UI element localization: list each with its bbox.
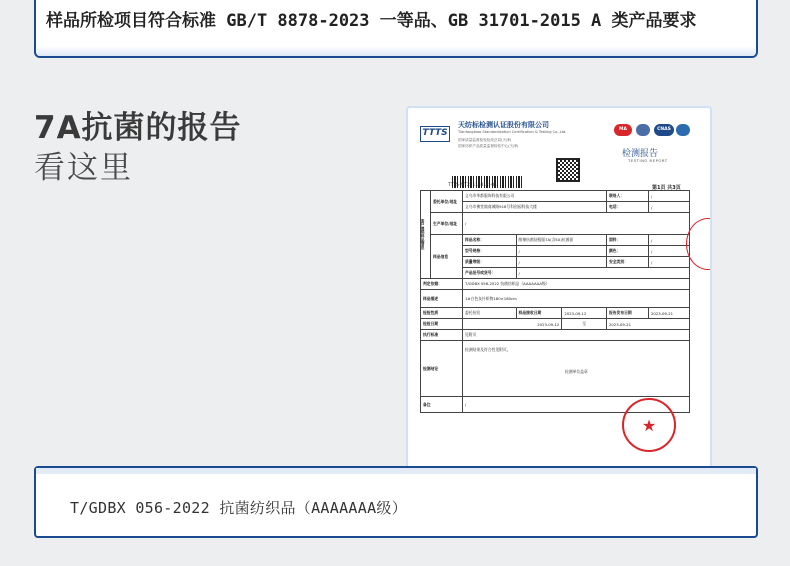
- star-icon: ★: [641, 416, 657, 435]
- ilac-badge: [636, 124, 650, 136]
- standard-banner-text: 样品所检项目符合标准 GB/T 8878-2023 一等品、GB 31701-2015 A 类产品要求: [46, 11, 697, 31]
- section-headline: [34, 108, 242, 188]
- headline-subtitle: 看这里: [34, 150, 133, 186]
- test-report-image: [406, 106, 712, 478]
- cnas-badge: CNAS: [654, 124, 674, 136]
- ttts-logo: TTTS: [420, 126, 450, 142]
- org-name-cn: 天纺标检测认证股份有限公司: [458, 121, 549, 129]
- org-line-3: 国家质量监督检验检疫总局(天津): [458, 138, 512, 142]
- org-name-en: Tianfangbiao Standardization Certification & Testing Co.,Ltd.: [458, 130, 567, 134]
- headline-title: 7A抗菌的报告: [34, 110, 242, 146]
- red-seal: [622, 398, 676, 452]
- report-table: 客户提供样品信息 委托单位/地址 义乌市华都服饰科技有限公司 联络人： / 义乌市佛堂镇商城路918号科创园科技大楼 电话： / 生产单位/地址 / 样品信息 样品名称： 醇棉抗菌舒服服7A(含EA)抗菌面 面料： / 型号规格： / 颜色： / 质量等级： / 安全类别： / 产品批号或货号： / 判定依据： T/GDBX 056-2022 抗菌纺织品（AAAAAAA级） 样品描述 1#白色灰针织物180×180cm 检验性质 委托检验 样品接收日期 2023-09-12 报告发布日期 2023-09-21 检验日期 2023-09-12 至 2023-09-21 执行标准 见附页 检测结论 检测结果及符合性见附页。 检测单位盖章 备注 /: [420, 190, 690, 413]
- standard-caption: T/GDBX 056-2022 抗菌纺织品（AAAAAAA级）: [70, 499, 408, 517]
- page-number: 第1页 共3页: [652, 185, 681, 191]
- banner-fade: [36, 46, 756, 56]
- org-line-4: 国家纺织产品质量监督检验中心(天津): [458, 144, 519, 148]
- cma-badge: MA: [614, 124, 632, 136]
- report-title-en: TESTING REPORT: [628, 158, 668, 163]
- client-info-section: 客户提供样品信息: [421, 191, 431, 279]
- standard-banner: [34, 0, 758, 58]
- standard-caption-box: [34, 466, 758, 538]
- barcode-number: TTTS-WT23110312-01: [448, 183, 497, 188]
- accreditation-badge: [676, 124, 690, 136]
- report-title: 检测报告: [622, 149, 659, 159]
- qr-code: [556, 158, 580, 182]
